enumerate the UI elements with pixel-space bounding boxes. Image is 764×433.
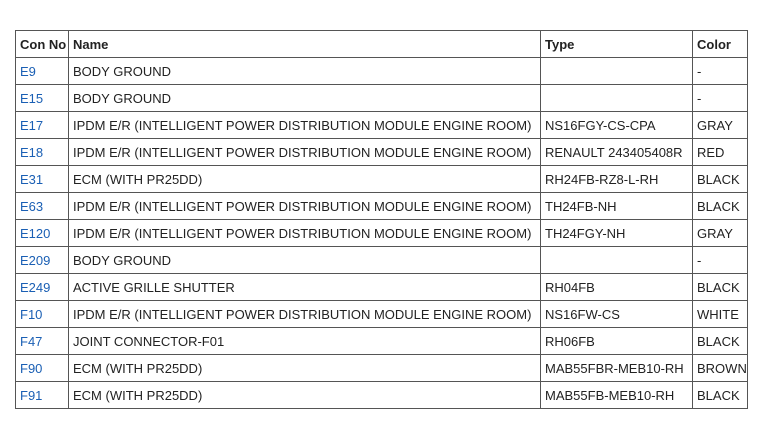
connector-name-cell: BODY GROUND xyxy=(69,85,541,112)
connector-type-cell: RH04FB xyxy=(541,274,693,301)
connector-number-cell[interactable] xyxy=(16,301,69,328)
connector-type-cell: MAB55FBR-MEB10-RH xyxy=(541,355,693,382)
connector-name-cell: ECM (WITH PR25DD) xyxy=(69,166,541,193)
connector-number-cell[interactable] xyxy=(16,193,69,220)
header-con-no: Con No xyxy=(16,31,69,58)
connector-number-cell[interactable] xyxy=(16,220,69,247)
connector-type-cell xyxy=(541,58,693,85)
connector-link[interactable]: E63 xyxy=(20,198,44,214)
table-row xyxy=(16,85,748,112)
connector-number-cell[interactable] xyxy=(16,328,69,355)
connector-number-cell[interactable] xyxy=(16,58,69,85)
connector-number-cell[interactable] xyxy=(16,247,69,274)
table-row xyxy=(16,382,748,409)
connector-name-cell: ECM (WITH PR25DD) xyxy=(69,355,541,382)
connector-link[interactable]: E209 xyxy=(20,252,51,268)
connector-type-cell: NS16FGY-CS-CPA xyxy=(541,112,693,139)
header-name: Name xyxy=(69,31,541,58)
connector-type-cell: RH24FB-RZ8-L-RH xyxy=(541,166,693,193)
connector-number-cell[interactable] xyxy=(16,139,69,166)
connector-name-cell: IPDM E/R (INTELLIGENT POWER DISTRIBUTION MODULE ENGINE ROOM) xyxy=(69,220,541,247)
connector-type-cell: RH06FB xyxy=(541,328,693,355)
connector-color-cell: BROWN xyxy=(693,355,748,382)
connector-type-cell xyxy=(541,247,693,274)
connector-name-cell: ACTIVE GRILLE SHUTTER xyxy=(69,274,541,301)
connector-color-cell: BLACK xyxy=(693,193,748,220)
table-row xyxy=(16,166,748,193)
connector-number-cell[interactable] xyxy=(16,382,69,409)
connector-color-cell: WHITE xyxy=(693,301,748,328)
table-row xyxy=(16,355,748,382)
connector-link[interactable]: E120 xyxy=(20,225,51,241)
connector-color-cell: BLACK xyxy=(693,382,748,409)
connector-link[interactable]: E31 xyxy=(20,171,44,187)
connector-number-cell[interactable] xyxy=(16,166,69,193)
table-row xyxy=(16,328,748,355)
connector-color-cell: RED xyxy=(693,139,748,166)
header-color: Color xyxy=(693,31,748,58)
connector-name-cell: JOINT CONNECTOR-F01 xyxy=(69,328,541,355)
header-row xyxy=(16,31,748,58)
table-row xyxy=(16,58,748,85)
connector-type-cell: TH24FGY-NH xyxy=(541,220,693,247)
connector-link[interactable]: E18 xyxy=(20,144,44,160)
connector-color-cell: - xyxy=(693,247,748,274)
connector-table xyxy=(15,30,748,409)
table-row xyxy=(16,193,748,220)
connector-name-cell: IPDM E/R (INTELLIGENT POWER DISTRIBUTION MODULE ENGINE ROOM) xyxy=(69,139,541,166)
connector-color-cell: GRAY xyxy=(693,112,748,139)
connector-color-cell: BLACK xyxy=(693,328,748,355)
connector-type-cell: TH24FB-NH xyxy=(541,193,693,220)
connector-type-cell: RENAULT 243405408R xyxy=(541,139,693,166)
connector-color-cell: GRAY xyxy=(693,220,748,247)
connector-link[interactable]: E9 xyxy=(20,63,36,79)
connector-name-cell: IPDM E/R (INTELLIGENT POWER DISTRIBUTION MODULE ENGINE ROOM) xyxy=(69,193,541,220)
table-row xyxy=(16,301,748,328)
connector-link[interactable]: F91 xyxy=(20,387,43,403)
connector-color-cell: - xyxy=(693,85,748,112)
connector-number-cell[interactable] xyxy=(16,274,69,301)
table-row xyxy=(16,112,748,139)
connector-link[interactable]: E249 xyxy=(20,279,51,295)
connector-name-cell: ECM (WITH PR25DD) xyxy=(69,382,541,409)
header-type: Type xyxy=(541,31,693,58)
connector-link[interactable]: F90 xyxy=(20,360,43,376)
connector-type-cell xyxy=(541,85,693,112)
connector-color-cell: BLACK xyxy=(693,166,748,193)
connector-color-cell: - xyxy=(693,58,748,85)
connector-number-cell[interactable] xyxy=(16,112,69,139)
connector-type-cell: MAB55FB-MEB10-RH xyxy=(541,382,693,409)
connector-number-cell[interactable] xyxy=(16,355,69,382)
connector-link[interactable]: E15 xyxy=(20,90,44,106)
connector-name-cell: IPDM E/R (INTELLIGENT POWER DISTRIBUTION MODULE ENGINE ROOM) xyxy=(69,112,541,139)
table-row xyxy=(16,247,748,274)
connector-link[interactable]: F10 xyxy=(20,306,43,322)
connector-type-cell: NS16FW-CS xyxy=(541,301,693,328)
connector-name-cell: BODY GROUND xyxy=(69,247,541,274)
table-row xyxy=(16,139,748,166)
connector-number-cell[interactable] xyxy=(16,85,69,112)
connector-link[interactable]: F47 xyxy=(20,333,43,349)
connector-name-cell: IPDM E/R (INTELLIGENT POWER DISTRIBUTION MODULE ENGINE ROOM) xyxy=(69,301,541,328)
table-row xyxy=(16,220,748,247)
table-row xyxy=(16,274,748,301)
connector-name-cell: BODY GROUND xyxy=(69,58,541,85)
connector-link[interactable]: E17 xyxy=(20,117,44,133)
connector-color-cell: BLACK xyxy=(693,274,748,301)
